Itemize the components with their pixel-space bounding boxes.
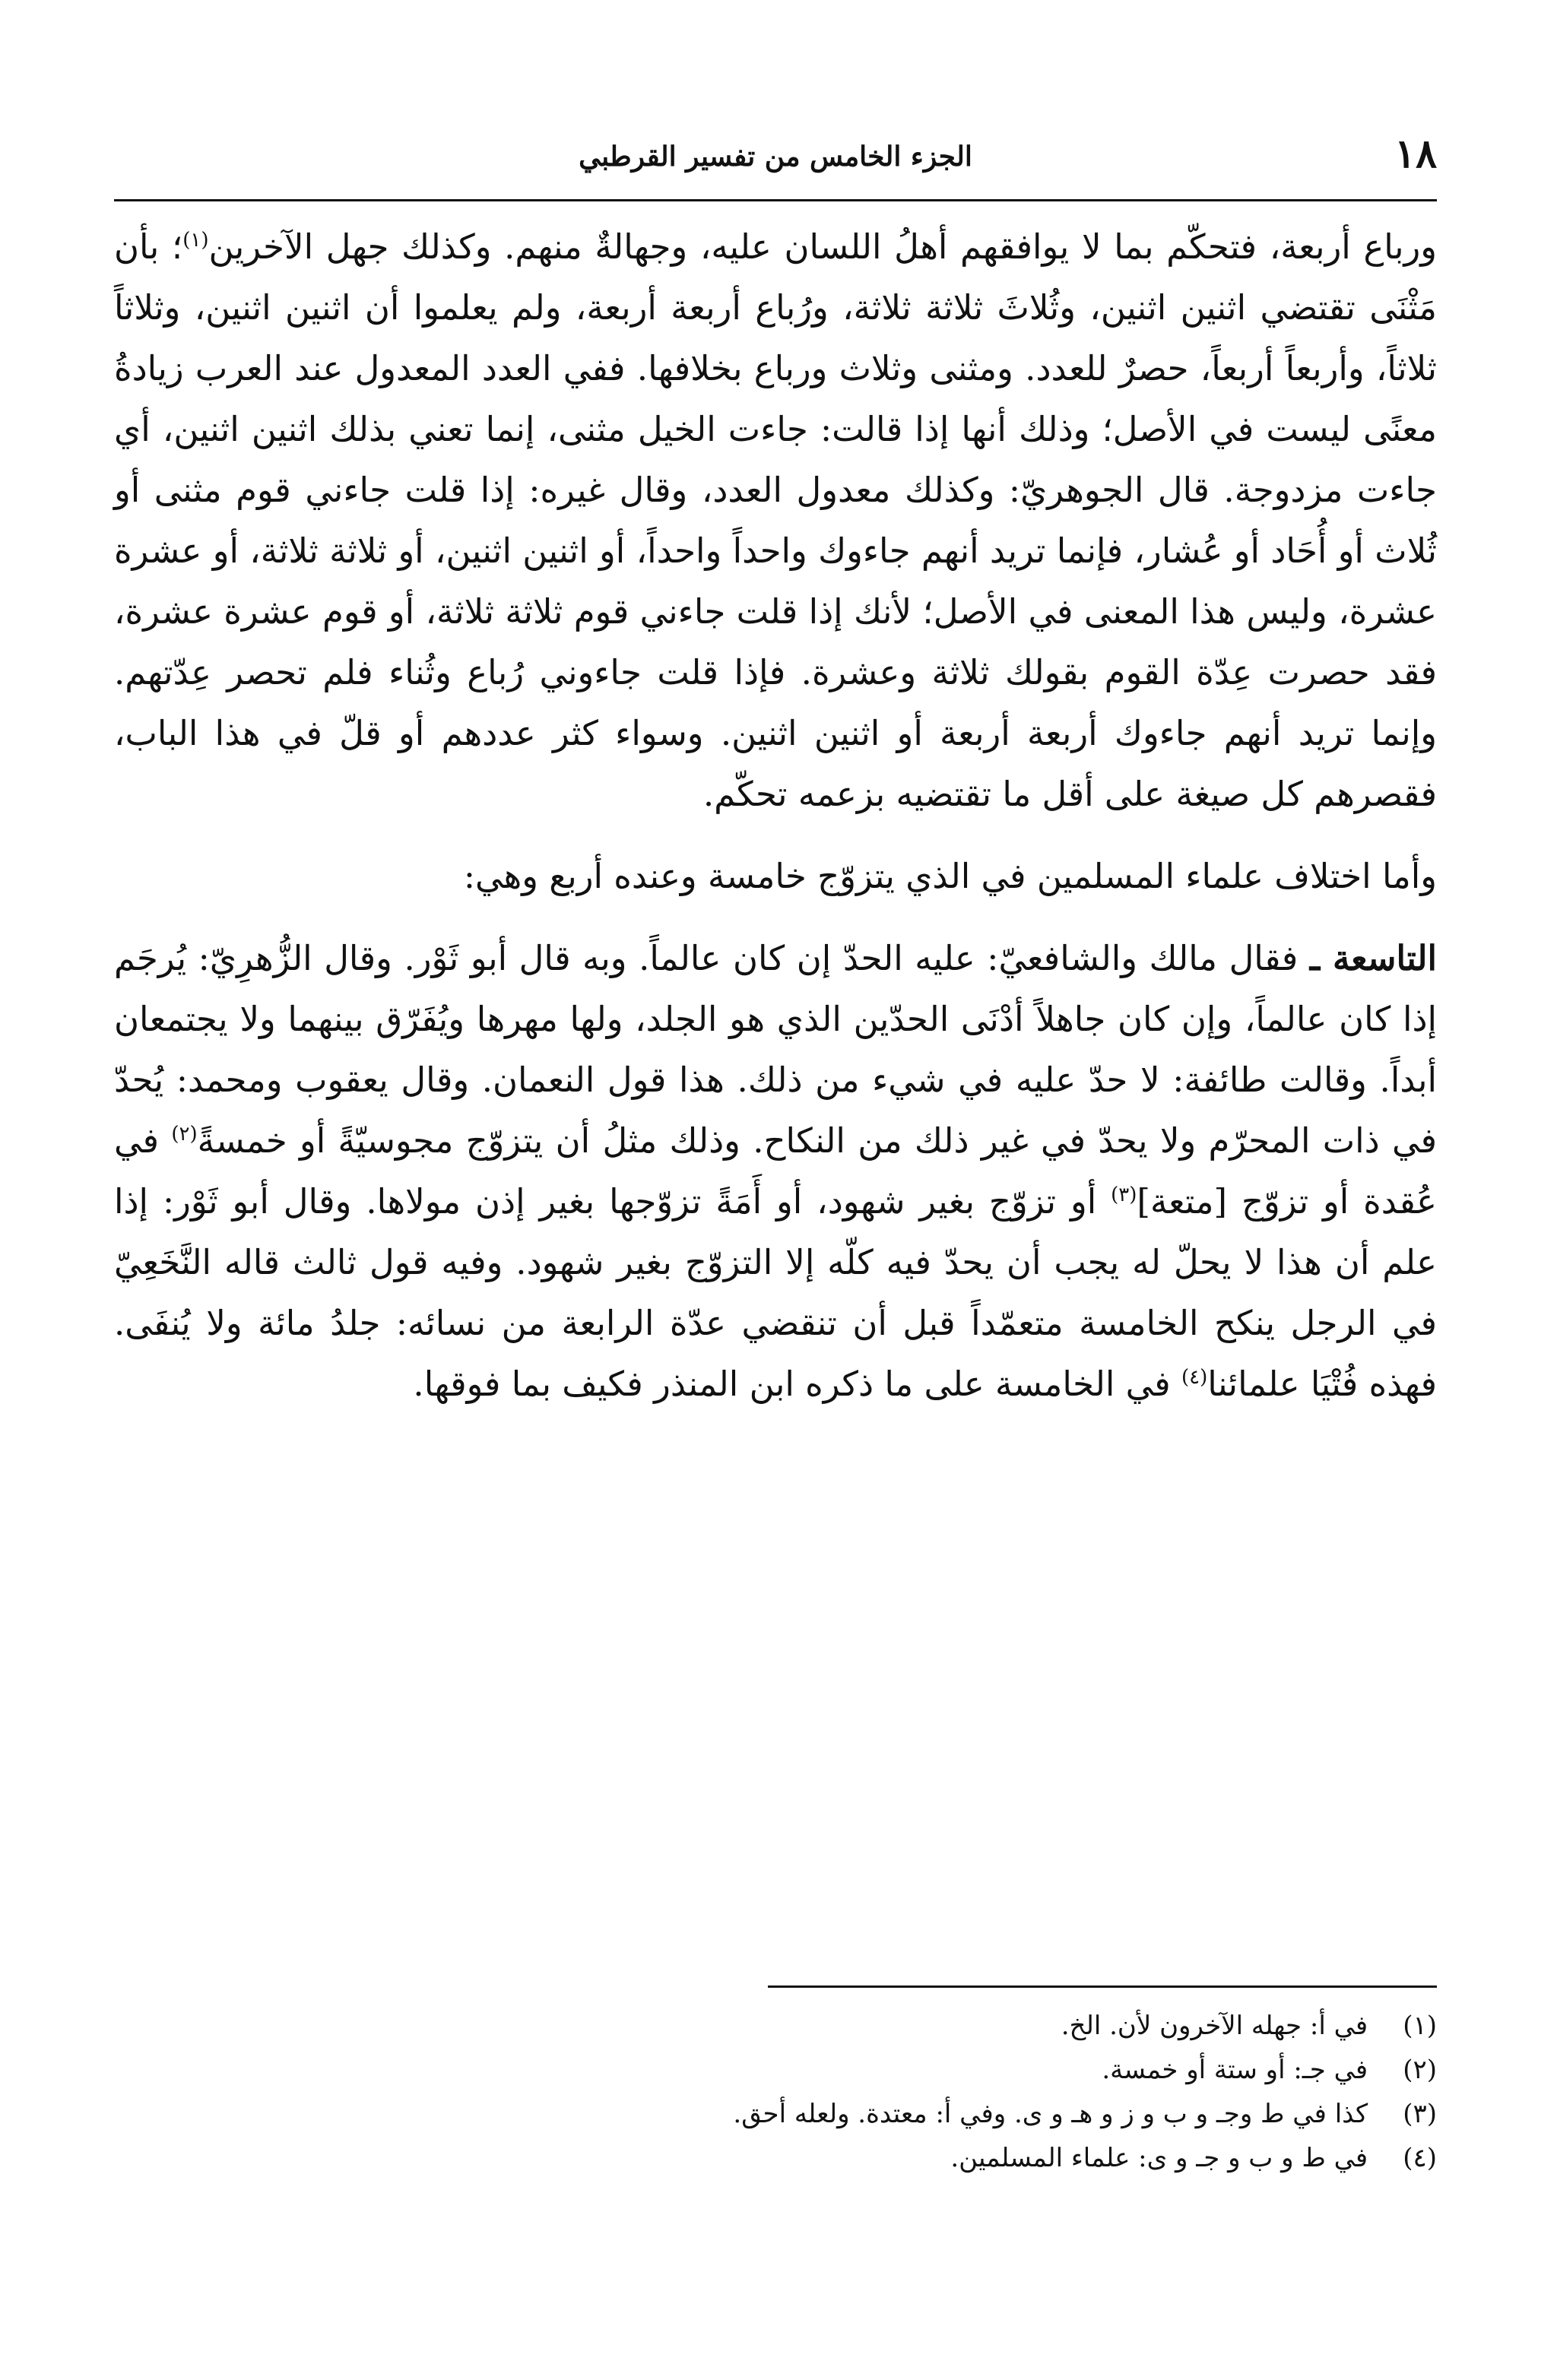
footnote-4: [114, 2136, 1437, 2180]
paragraph-3-text-c: أو تزوّج بغير شهود، أو أَمَةً تزوّجها بغير إذن مولاها. وقال أبو ثَوْر: إذا علم أن هذا لا يحلّ له يجب أن يحدّ فيه كلّه إلا التزوّج بغير شهود. وفيه قول ثالث قاله النَّخَعِيّ في الرجل ينكح الخامسة متعمّداً قبل أن تنقضي عدّة الرابعة من نسائه: جلدُ مائة ولا يُنفَى. فهذه فُتْيَا علمائنا: [114, 1181, 1437, 1404]
main-text: [114, 217, 1437, 1415]
header-divider: [114, 199, 1437, 201]
footnote-ref-1: (١): [182, 229, 209, 252]
paragraph-2-text: وأما اختلاف علماء المسلمين في الذي يتزوّج خامسة وعنده أربع وهي:: [463, 856, 1437, 896]
paragraph-3-text-b: في عُقدة أو تزوّج [متعة]: [114, 1120, 1437, 1222]
footnote-number: (٢): [1403, 2055, 1437, 2085]
footnote-1: [114, 2004, 1437, 2048]
running-title: الجزء الخامس من تفسير القرطبي: [579, 141, 972, 173]
paragraph-3-text-d: في الخامسة على ما ذكره ابن المنذر فكيف بما فوقها.: [413, 1364, 1181, 1404]
footnote-divider: [768, 1985, 1437, 1988]
footnote-text: في أ: جهله الآخرون لأن. الخ.: [1061, 2011, 1368, 2041]
section-heading-ninth: التاسعة ـ: [1309, 938, 1437, 978]
footnote-text: كذا في ط وجـ و ب و ز و هـ و ى. وفي أ: معتدة. ولعله أحق.: [733, 2099, 1368, 2129]
footnote-2: [114, 2048, 1437, 2092]
footnote-3: [114, 2092, 1437, 2136]
footnote-ref-2: (٢): [171, 1123, 198, 1146]
footnote-text: في جـ: أو ستة أو خمسة.: [1102, 2055, 1368, 2085]
footnote-ref-4: (٤): [1181, 1366, 1208, 1389]
paragraph-3-text-a: فقال مالك والشافعيّ: عليه الحدّ إن كان عالماً. وبه قال أبو ثَوْر. وقال الزُّهرِيّ: يُرجَم إذا كان عالماً، وإن كان جاهلاً أدْنَى الحدّين الذي هو الجلد، ولها مهرها ويُفَرّق بينهما ولا يجتمعان أبداً. وقالت طائفة: لا حدّ عليه في شيء من ذلك. هذا قول النعمان. وقال يعقوب ومحمد: يُحدّ في ذات المحرّم ولا يحدّ في غير ذلك من النكاح. وذلك مثلُ أن يتزوّج مجوسيّةً أو خمسةً: [114, 938, 1437, 1161]
paragraph-1-text-a: ورباع أربعة، فتحكّم بما لا يوافقهم أهلُ اللسان عليه، وجهالةٌ منهم. وكذلك جهل الآخرين: [208, 227, 1437, 267]
footnote-number: (٣): [1403, 2099, 1437, 2129]
footnote-number: (١): [1403, 2011, 1437, 2041]
page-header: [114, 128, 1437, 189]
footnote-ref-3: (٣): [1111, 1184, 1137, 1206]
footnotes: [114, 2004, 1437, 2180]
paragraph-1-text-b: ؛ بأن مَثْنَى تقتضي اثنين اثنين، وثُلاثَ ثلاثة ثلاثة، ورُباع أربعة أربعة، ولم يعلموا أن اثنين اثنين، وثلاثاً ثلاثاً، وأربعاً أربعاً، حصرٌ للعدد. ومثنى وثلاث ورباع بخلافها. ففي العدد المعدول عند العرب زيادةُ معنًى ليست في الأصل؛ وذلك أنها إذا قالت: جاءت الخيل مثنى، إنما تعني بذلك اثنين اثنين، أي جاءت مزدوجة. قال الجوهريّ: وكذلك معدول العدد، وقال غيره: إذا قلت جاءني قوم مثنى أو ثُلاث أو أُحَاد أو عُشار، فإنما تريد أنهم جاءوك واحداً واحداً، أو اثنين اثنين، أو ثلاثة ثلاثة، أو عشرة عشرة، وليس هذا المعنى في الأصل؛ لأنك إذا قلت جاءني قوم ثلاثة ثلاثة، أو قوم عشرة عشرة، فقد حصرت عِدّة القوم بقولك ثلاثة وعشرة. فإذا قلت جاءوني رُباع وثُناء فلم تحصر عِدّتهم. وإنما تريد أنهم جاءوك أربعة أربعة أو اثنين اثنين. وسواء كثر عددهم أو قلّ في هذا الباب، فقصرهم كل صيغة على أقل ما تقتضيه بزعمه تحكّم.: [114, 227, 1437, 814]
footnote-number: (٤): [1403, 2143, 1437, 2173]
paragraph-3: [114, 928, 1437, 1415]
footnote-text: في ط و ب و جـ و ى: علماء المسلمين.: [950, 2143, 1368, 2173]
paragraph-2: [114, 846, 1437, 907]
paragraph-1: [114, 217, 1437, 825]
page-number: ١٨: [1394, 131, 1437, 177]
